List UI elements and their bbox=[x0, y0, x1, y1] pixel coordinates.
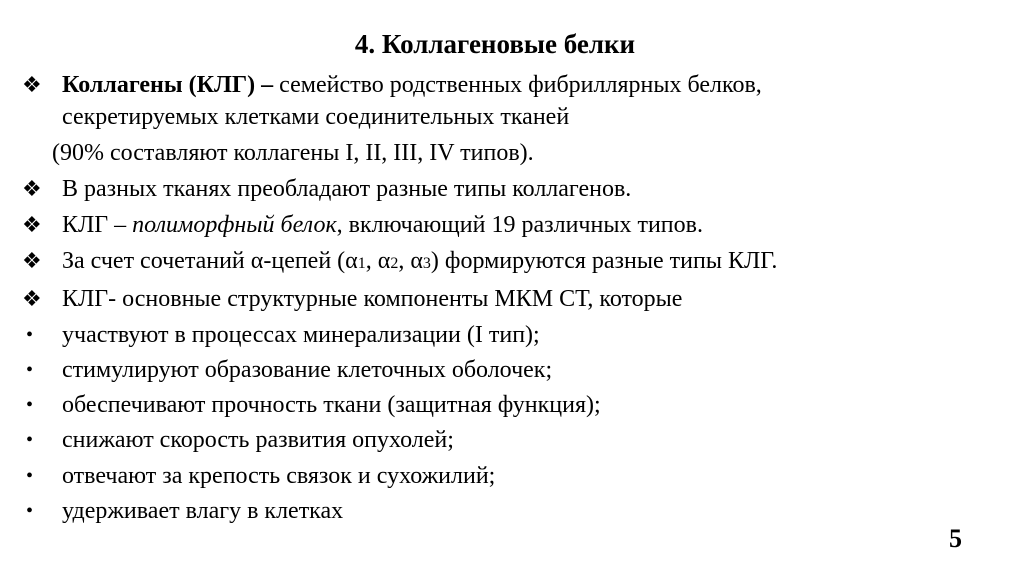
bullet-alpha-chains bbox=[62, 246, 777, 279]
alpha-index-2: 2 bbox=[390, 255, 399, 272]
polymorphic-post: , включающий 19 различных типов. bbox=[336, 212, 703, 238]
list-item: участвуют в процессах минерализации (I тип); bbox=[62, 322, 540, 348]
alpha-index-1: 1 bbox=[357, 255, 366, 272]
dot-bullet-icon: • bbox=[26, 465, 34, 487]
slide-title: 4. Коллагеновые белки bbox=[354, 29, 636, 59]
diamond-bullet-icon: ❖ bbox=[22, 248, 42, 273]
dot-bullet-icon: • bbox=[26, 394, 34, 416]
dot-bullet-icon: • bbox=[26, 324, 34, 346]
definition-text: семейство родственных фибриллярных белков, bbox=[273, 72, 762, 98]
bullet-tissue-types: В разных тканях преобладают разные типы коллагенов. bbox=[62, 176, 632, 202]
alpha-post: ) формируются разные типы КЛГ. bbox=[430, 248, 778, 274]
dot-bullet-icon: • bbox=[26, 429, 34, 451]
list-item: снижают скорость развития опухолей; bbox=[62, 427, 454, 453]
bullet-structural-components: КЛГ- основные структурные компоненты МКМ СТ, которые bbox=[62, 286, 683, 312]
bullet-collagens-definition bbox=[62, 70, 762, 100]
bullet-polymorphic bbox=[62, 210, 703, 240]
diamond-bullet-icon: ❖ bbox=[22, 286, 42, 311]
collagen-types-note: (90% составляют коллагены I, II, III, IV типов). bbox=[52, 140, 534, 166]
diamond-bullet-icon: ❖ bbox=[22, 72, 42, 97]
diamond-bullet-icon: ❖ bbox=[22, 212, 42, 237]
dot-bullet-icon: • bbox=[26, 359, 34, 381]
diamond-bullet-icon: ❖ bbox=[22, 176, 42, 201]
list-item: удерживает влагу в клетках bbox=[62, 498, 344, 524]
alpha-index-3: 3 bbox=[422, 255, 431, 272]
term-collagens: Коллагены (КЛГ) – bbox=[62, 72, 274, 98]
definition-continuation: секретируемых клетками соединительных тканей bbox=[62, 104, 570, 130]
alpha-pre: За счет сочетаний α-цепей (α bbox=[62, 248, 358, 274]
page-number: 5 bbox=[949, 524, 962, 553]
list-item: стимулируют образование клеточных оболочек; bbox=[62, 357, 553, 383]
alpha-sep-1: , α bbox=[365, 248, 391, 274]
list-item: обеспечивают прочность ткани (защитная функция); bbox=[62, 392, 601, 418]
polymorphic-pre: КЛГ – bbox=[62, 212, 133, 238]
dot-bullet-icon: • bbox=[26, 500, 34, 522]
alpha-sep-2: , α bbox=[398, 248, 423, 274]
list-item: отвечают за крепость связок и сухожилий; bbox=[62, 463, 496, 489]
polymorphic-emphasis: полиморфный белок bbox=[132, 212, 337, 238]
